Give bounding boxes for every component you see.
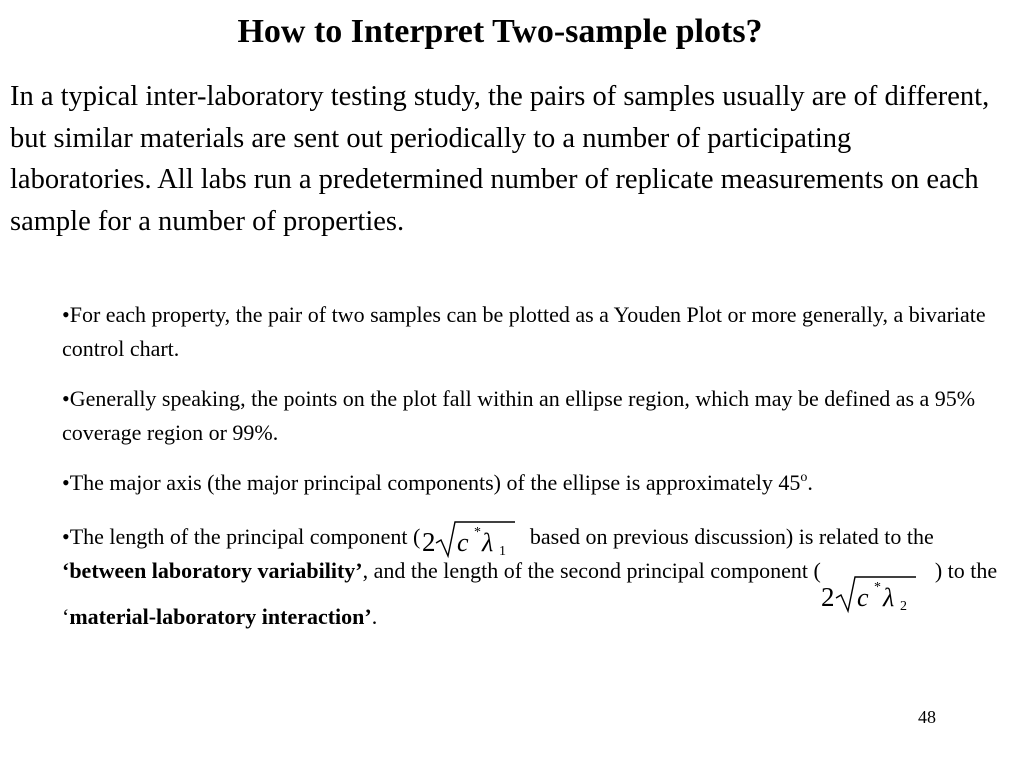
formula-2-star: * <box>873 580 881 595</box>
formula-2-var: c <box>856 583 869 612</box>
formula-2-sub: 2 <box>899 599 907 614</box>
bullet-pc-part3: , and the length of the second principal component ( <box>362 558 821 583</box>
bullet-major-axis <box>62 466 1002 504</box>
bullet-principal-component <box>62 520 1002 634</box>
formula-1-svg <box>422 519 518 559</box>
formula-1-var: c <box>457 527 469 557</box>
formula-sqrt-c-lambda1 <box>422 519 518 559</box>
bold-between-lab-variability: ‘between laboratory variability’ <box>62 558 363 583</box>
page-number: 48 <box>918 707 936 727</box>
formula-1-lambda: λ <box>482 527 494 557</box>
formula-1-star: * <box>474 524 482 540</box>
bullet-major-axis-period: . <box>807 470 813 495</box>
bullet-ellipse-region: •Generally speaking, the points on the plot fall within an ellipse region, which may be defined as a 95% coverage region or 99%. <box>62 386 976 445</box>
formula-2-svg <box>821 568 919 614</box>
bullet-pc-part2: based on previous discussion) is related to the <box>524 524 934 549</box>
bullet-youden-plot: •For each property, the pair of two samples can be plotted as a Youden Plot or more generally, a bivariate control chart. <box>62 302 986 361</box>
formula-2-coef: 2 <box>820 582 835 612</box>
bullet-list <box>62 298 1002 650</box>
slide-title: How to Interpret Two-sample plots? <box>237 13 763 50</box>
degree-superscript: o <box>800 470 808 485</box>
bullet-pc-part5: . <box>371 604 378 629</box>
bullet-major-axis-text: •The major axis (the major principal components) of the ellipse is approximately 45 <box>62 470 801 495</box>
formula-1-sub: 1 <box>499 543 507 559</box>
formula-1-coef: 2 <box>422 526 436 557</box>
formula-sqrt-c-lambda2 <box>821 568 919 614</box>
intro-paragraph: In a typical inter-laboratory testing study, the pairs of samples usually are of different, but similar materials are sent out periodically to a number of participating laboratories. All labs run a predetermined number of replicate measurements on each sample for a number of properties. <box>10 81 990 237</box>
bullet-pc-part4: ) to the ‘ <box>62 558 998 629</box>
bullet-pc-part1: •The length of the principal component ( <box>62 524 421 549</box>
bold-material-lab-interaction: material-laboratory interaction’ <box>69 604 372 629</box>
formula-2-lambda: λ <box>882 583 895 612</box>
